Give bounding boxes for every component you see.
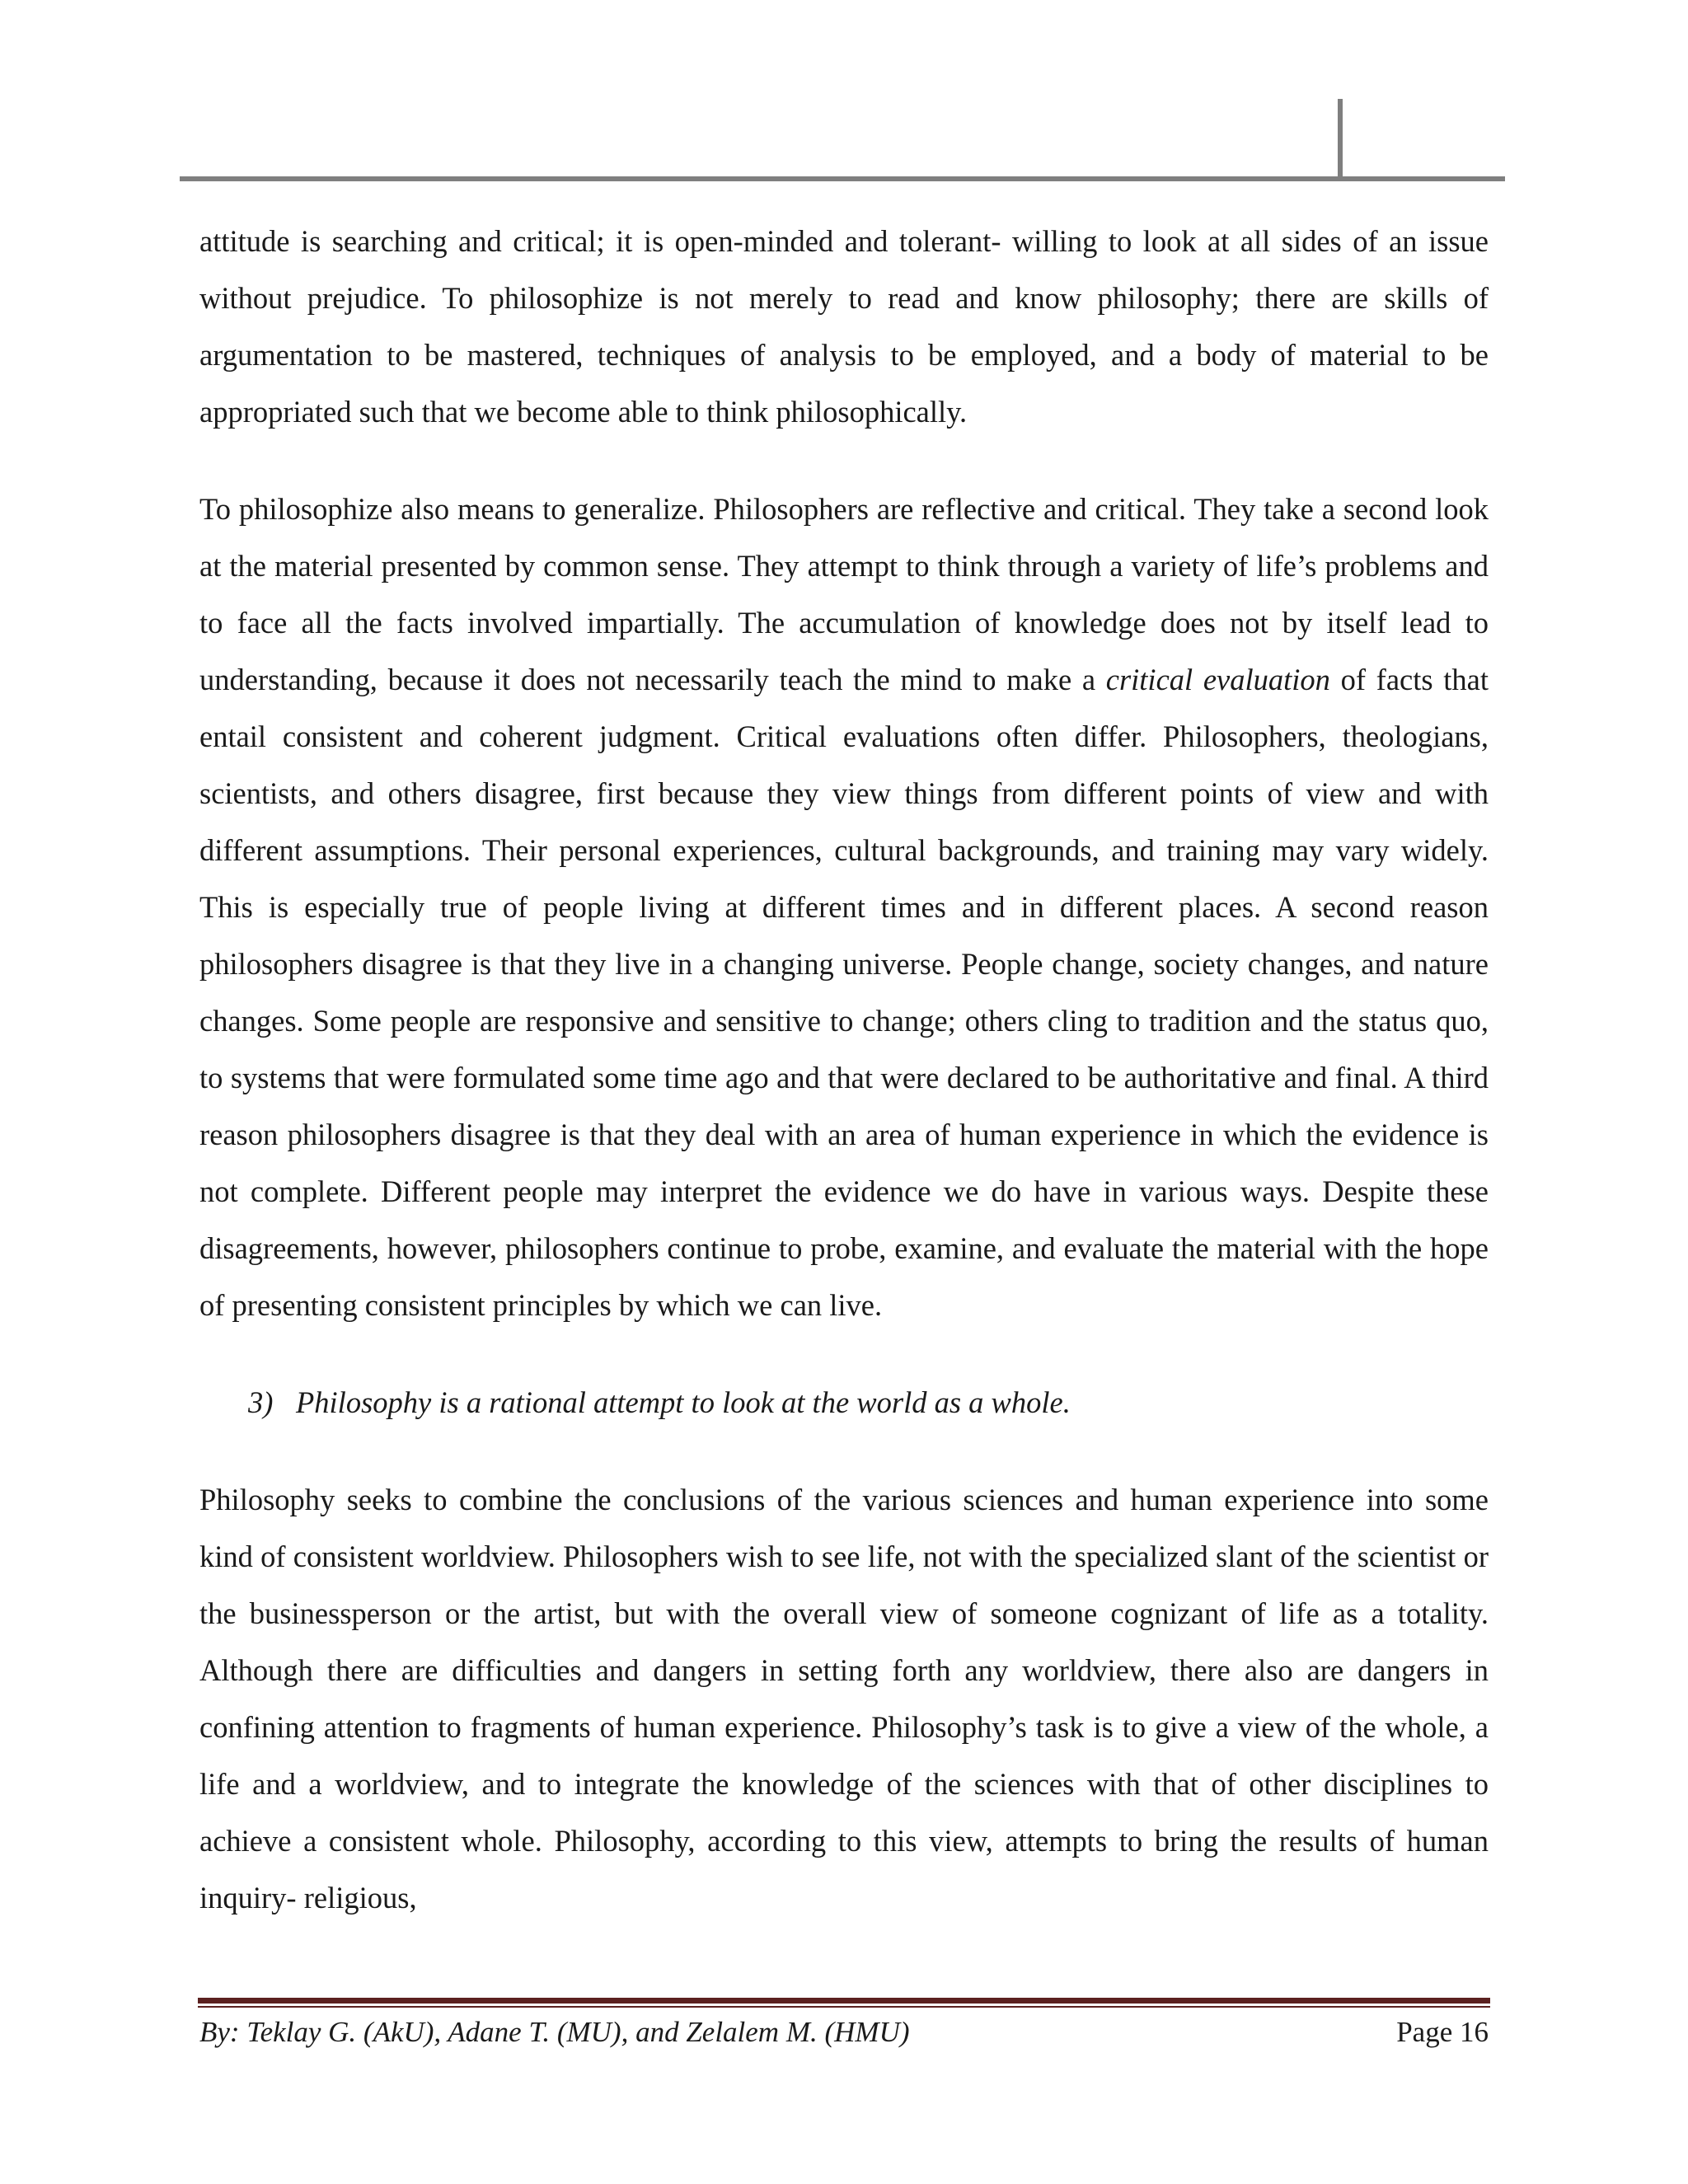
page-body <box>199 213 1489 1926</box>
page-number: Page 16 <box>1396 2016 1489 2048</box>
paragraph-3-text: Philosophy seeks to combine the conclusions of the various sciences and human experience into some kind of consistent worldview. Philosophers wish to see life, not with the specialized slant of the scientist or the businessperson or the artist, but with the overall view of someone cognizant of life as a totality. Although there are difficulties and dangers in setting forth any worldview, there also are dangers in confining attention to fragments of human experience. Philosophy’s task is to give a view of the whole, a life and a worldview, and to integrate the knowledge of the sciences with that of other disciplines to achieve a consistent whole. Philosophy, according to this view, attempts to bring the results of human inquiry- religious, <box>199 1483 1489 1915</box>
numbered-heading-text: Philosophy is a rational attempt to look at the world as a whole. <box>296 1385 1071 1419</box>
page-footer <box>199 2008 1489 2057</box>
list-number: 3) <box>248 1385 274 1419</box>
paragraph-3 <box>199 1471 1489 1926</box>
header-tick-mark <box>1338 99 1343 178</box>
footer-rule-thick <box>198 1998 1490 2004</box>
header-rule <box>180 176 1505 181</box>
numbered-heading-3 <box>199 1374 1489 1431</box>
footer-authors: By: Teklay G. (AkU), Adane T. (MU), and Zelalem M. (HMU) <box>199 2016 910 2048</box>
paragraph-2-text-start: To philosophize also means to generalize. Philosophers are reflective and critical. They take a second look at the material presented by common sense. They attempt to think through a variety of life’s problems and to face all the facts involved impartially. The accumulation of knowledge does not by itself lead to understanding, because it does not necessarily teach the mind to make a <box>199 492 1489 696</box>
paragraph-1-text: attitude is searching and critical; it is open-minded and tolerant- willing to look at all sides of an issue without prejudice. To philosophize is not merely to read and know philosophy; there are skills of argumentation to be mastered, techniques of analysis to be employed, and a body of material to be appropriated such that we become able to think philosophically. <box>199 224 1489 429</box>
paragraph-1 <box>199 213 1489 440</box>
paragraph-2 <box>199 480 1489 1333</box>
paragraph-2-emphasis: critical evaluation <box>1105 663 1330 696</box>
paragraph-2-text-end: of facts that entail consistent and coherent judgment. Critical evaluations often differ. Philosophers, theologians, scientists, and others disagree, first because they view things from different points of view and with different assumptions. Their personal experiences, cultural backgrounds, and training may vary widely. This is especially true of people living at different times and in different places. A second reason philosophers disagree is that they live in a changing universe. People change, society changes, and nature changes. Some people are responsive and sensitive to change; others cling to tradition and the status quo, to systems that were formulated some time ago and that were declared to be authoritative and final. A third reason philosophers disagree is that they deal with an area of human experience in which the evidence is not complete. Different people may interpret the evidence we do have in various ways. Despite these disagreements, however, philosophers continue to probe, examine, and evaluate the material with the hope of presenting consistent principles by which we can live. <box>199 663 1489 1322</box>
